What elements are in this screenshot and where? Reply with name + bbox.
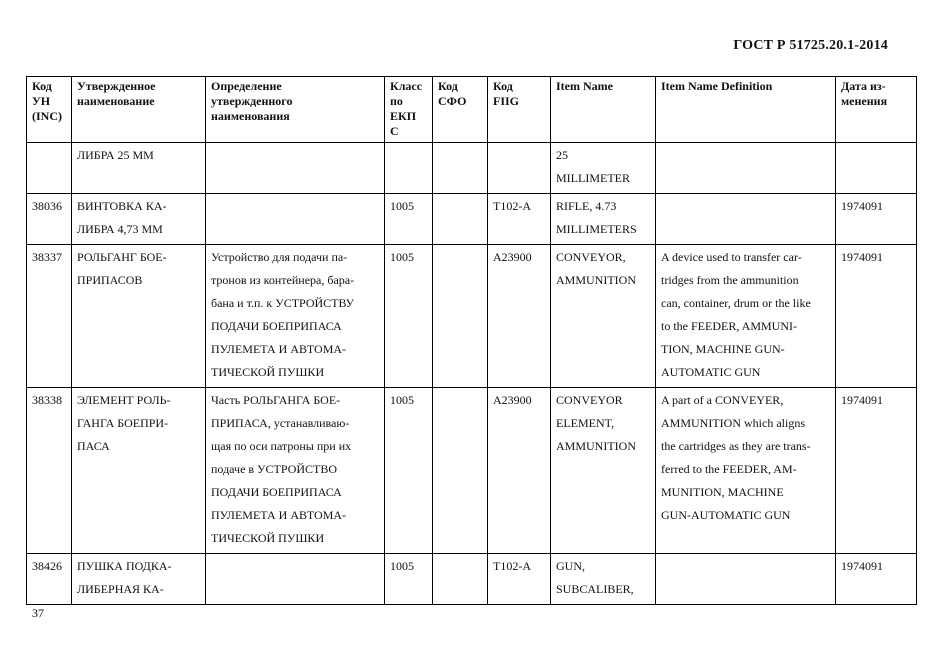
col-header-class: Класс по ЕКП С [385,77,433,143]
cell-class: 1005 [385,554,433,605]
cell-item-name: CONVEYOR, AMMUNITION [551,245,656,388]
cell-date [836,143,917,194]
cell-fiig: T102-A [488,194,551,245]
cell-item-name: RIFLE, 4.73 MILLIMETERS [551,194,656,245]
col-header-definition: Определение утвержденного наименования [206,77,385,143]
table-row [27,554,917,605]
cell-class: 1005 [385,388,433,554]
cell-definition [206,143,385,194]
col-header-fiig: Код FIIG [488,77,551,143]
cell-date: 1974091 [836,388,917,554]
cell-item-definition [656,143,836,194]
table-row [27,245,917,388]
cell-item-name: GUN, SUBCALIBER, [551,554,656,605]
col-header-item-name: Item Name [551,77,656,143]
cell-item-name: CONVEYOR ELEMENT, AMMUNITION [551,388,656,554]
cell-fiig [488,143,551,194]
table-row [27,194,917,245]
document-header: ГОСТ Р 51725.20.1-2014 [733,38,888,53]
cell-inc: 38036 [27,194,72,245]
cell-definition [206,194,385,245]
cell-date: 1974091 [836,554,917,605]
cell-inc: 38337 [27,245,72,388]
col-header-sfo: Код СФО [433,77,488,143]
cell-fiig: A23900 [488,388,551,554]
cell-item-definition: A part of a CONVEYER, AMMUNITION which aligns the cartridges as they are trans- ferred to the FEEDER, AM- MUNITION, MACHINE GUN-AUTOMATIC GUN [656,388,836,554]
cell-definition: Часть РОЛЬГАНГА БОЕ- ПРИПАСА, устанавливаю- щая по оси патроны при их подаче в УСТРОЙСТВО ПОДАЧИ БОЕПРИПАСА ПУЛЕМЕТА И АВТОМА- ТИЧЕСКОЙ ПУШКИ [206,388,385,554]
col-header-inc: Код УН (INC) [27,77,72,143]
table-header-row [27,77,917,143]
cell-inc: 38426 [27,554,72,605]
cell-definition: Устройство для подачи па- тронов из контейнера, бара- бана и т.п. к УСТРОЙСТВУ ПОДАЧИ БОЕПРИПАСА ПУЛЕМЕТА И АВТОМА- ТИЧЕСКОЙ ПУШКИ [206,245,385,388]
col-header-approved-name: Утвержденное наименование [72,77,206,143]
cell-item-definition: A device used to transfer car- tridges from the ammunition can, container, drum or the like to the FEEDER, AMMUNI- TION, MACHINE GUN- AUTOMATIC GUN [656,245,836,388]
cell-sfo [433,194,488,245]
cell-sfo [433,245,488,388]
cell-class [385,143,433,194]
col-header-date: Дата из- менения [836,77,917,143]
cell-item-definition [656,554,836,605]
page-number: 37 [32,606,44,620]
cell-approved-name: ПУШКА ПОДКА- ЛИБЕРНАЯ КА- [72,554,206,605]
table-row [27,143,917,194]
registry-table [26,76,917,605]
cell-sfo [433,554,488,605]
cell-class: 1005 [385,194,433,245]
cell-inc [27,143,72,194]
cell-class: 1005 [385,245,433,388]
cell-date: 1974091 [836,245,917,388]
cell-item-definition [656,194,836,245]
cell-fiig: T102-A [488,554,551,605]
cell-sfo [433,388,488,554]
cell-date: 1974091 [836,194,917,245]
cell-sfo [433,143,488,194]
cell-approved-name: ВИНТОВКА КА- ЛИБРА 4,73 ММ [72,194,206,245]
table-row [27,388,917,554]
cell-approved-name: ЛИБРА 25 ММ [72,143,206,194]
cell-fiig: A23900 [488,245,551,388]
cell-item-name: 25 MILLIMETER [551,143,656,194]
cell-approved-name: ЭЛЕМЕНТ РОЛЬ- ГАНГА БОЕПРИ- ПАСА [72,388,206,554]
col-header-item-definition: Item Name Definition [656,77,836,143]
cell-inc: 38338 [27,388,72,554]
cell-definition [206,554,385,605]
cell-approved-name: РОЛЬГАНГ БОЕ- ПРИПАСОВ [72,245,206,388]
